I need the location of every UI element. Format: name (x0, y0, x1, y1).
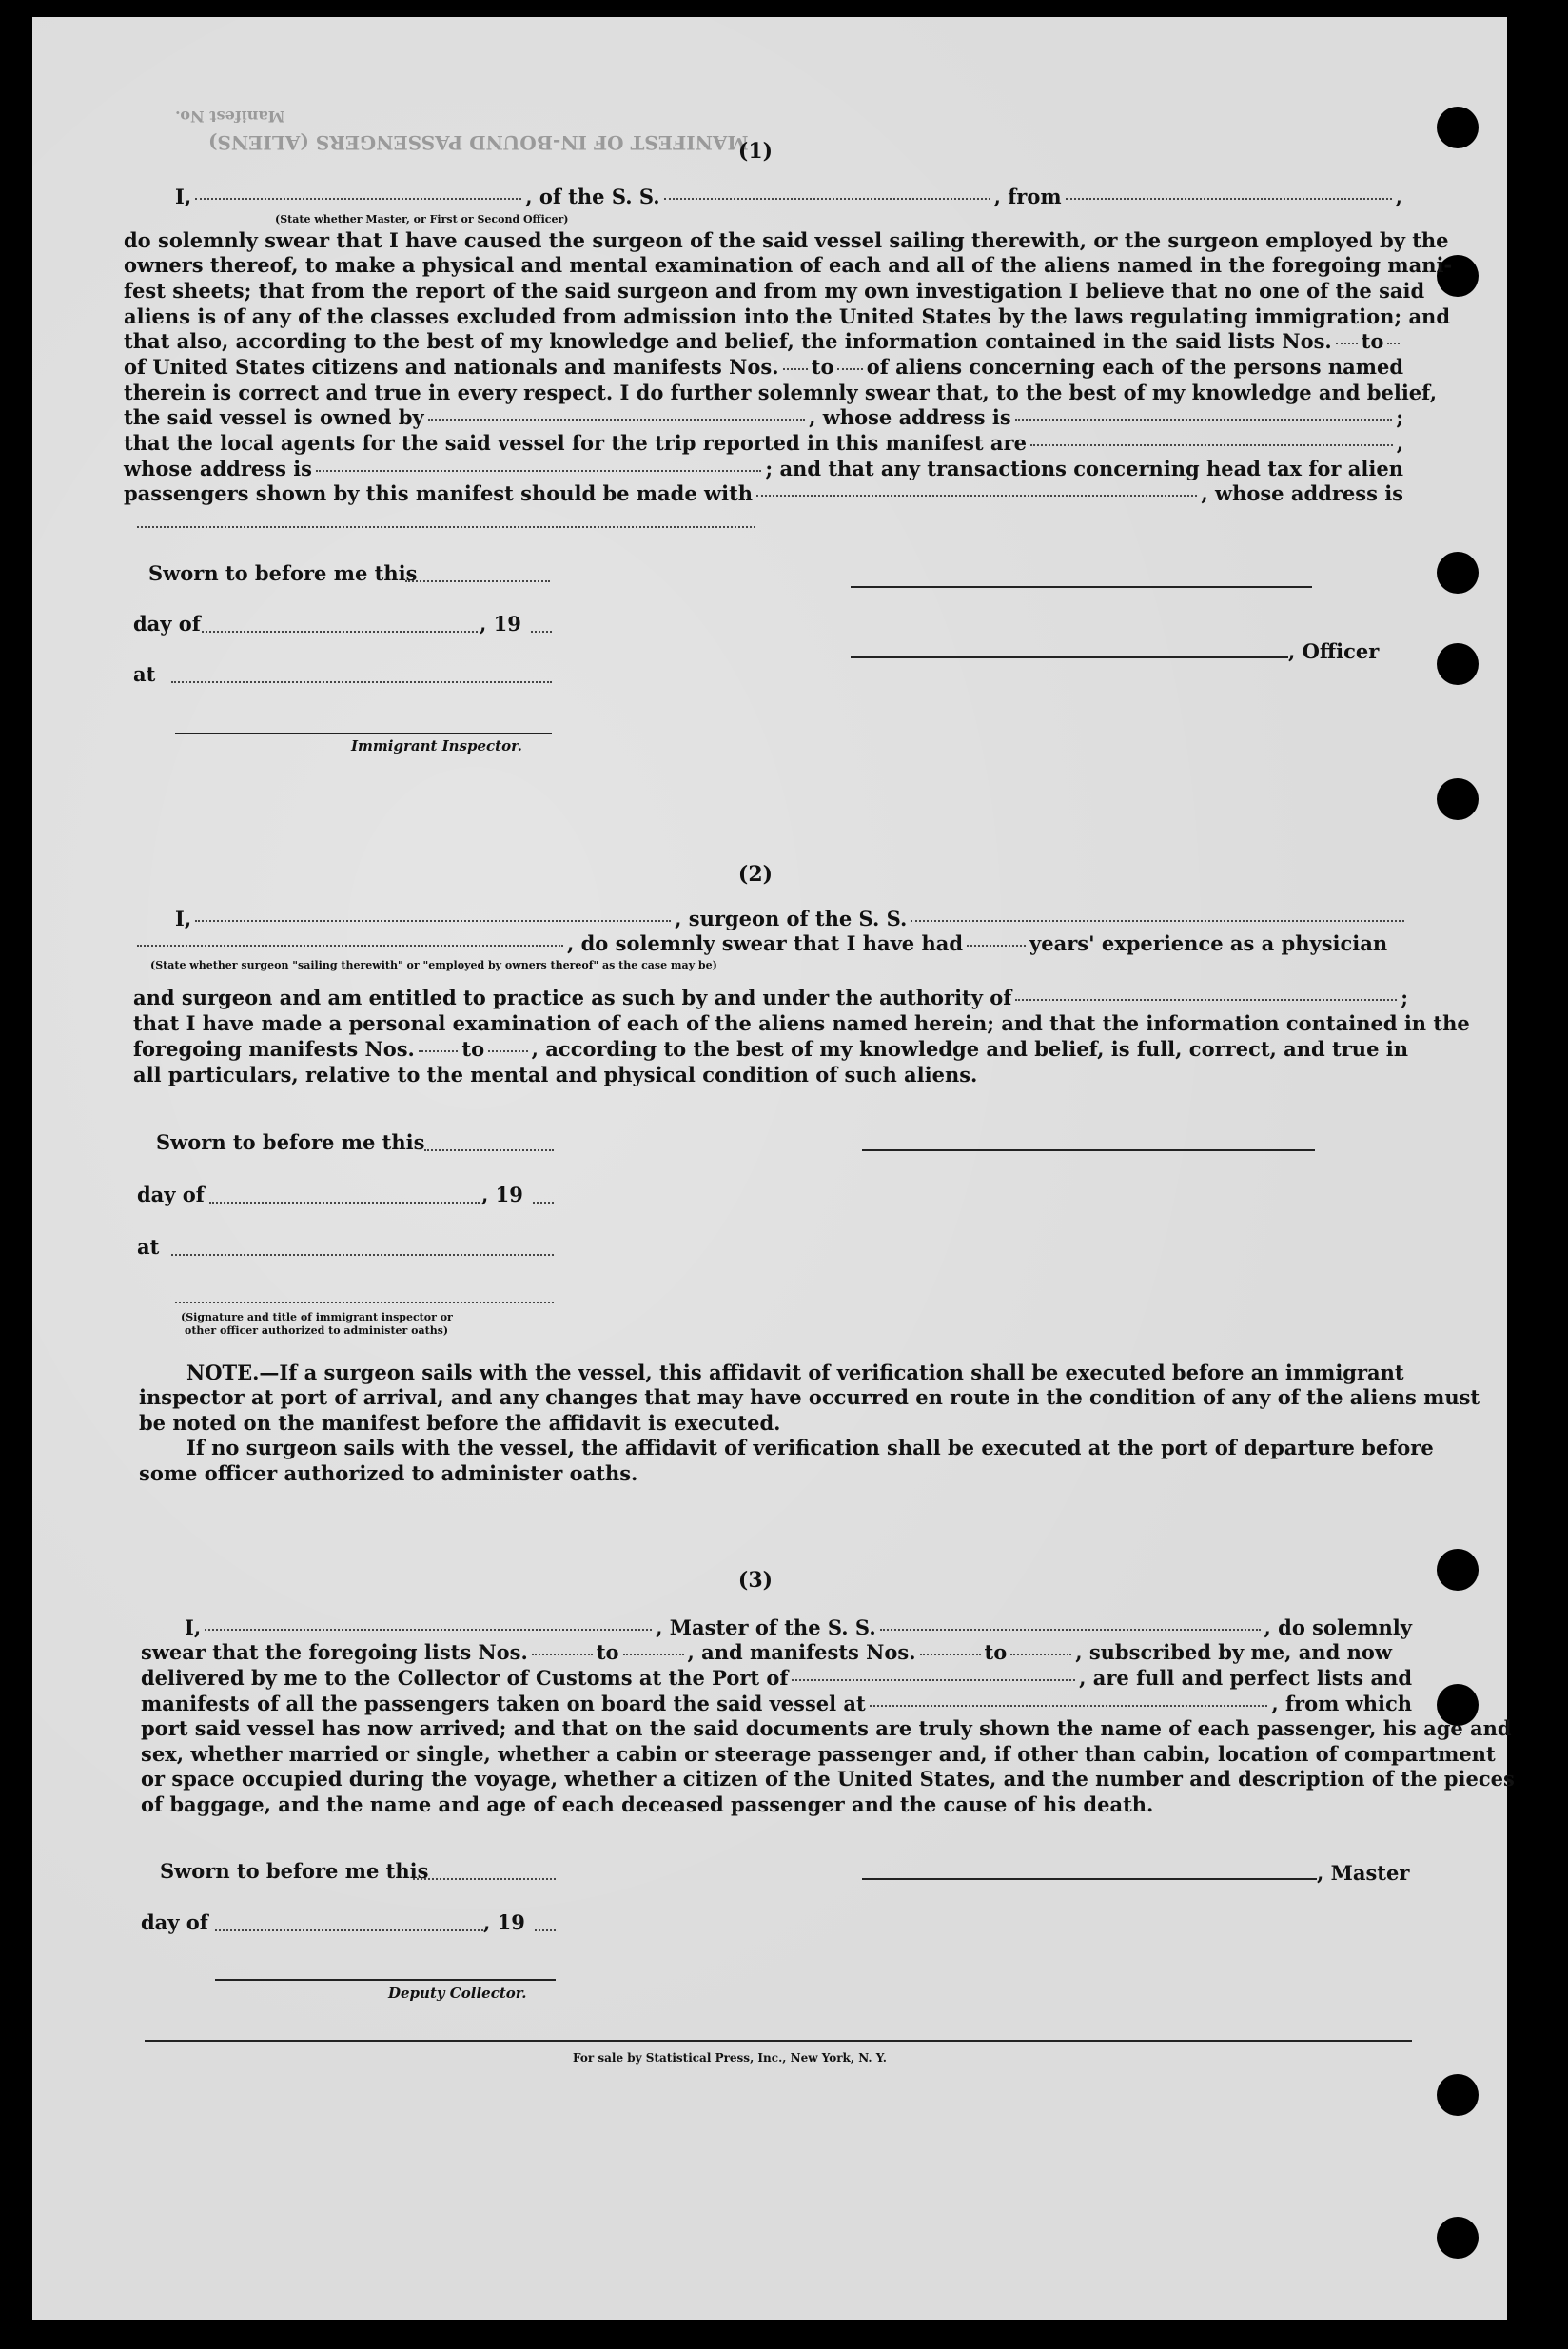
s3-lists-to-field[interactable] (623, 1654, 684, 1655)
s3-subscribed-label: , subscribed by me, and now (1075, 1640, 1392, 1664)
s1-officer-label: , Officer (1288, 639, 1380, 663)
s1-transactions-address-field[interactable] (137, 526, 755, 528)
s3-sworn-label: Sworn to before me this (160, 1859, 429, 1883)
s2-swear-label: , do solemnly swear that I have had (567, 931, 964, 955)
s3-sworn-field[interactable] (413, 1878, 556, 1880)
s2-signature-note-2: other officer authorized to administer oaths) (185, 1324, 449, 1337)
s2-inspector-signature-field[interactable] (175, 1302, 554, 1303)
s3-line-5: port said vessel has now arrived; and that on the said documents are truly shown the name of each passenger, his age and (141, 1716, 1512, 1740)
punch-hole (1437, 2217, 1479, 2259)
s2-manifests-label: foregoing manifests Nos. (133, 1037, 415, 1061)
s1-head-tax-label: ; and that any transactions concerning head tax for alien (765, 457, 1403, 480)
s1-body-line-10 (124, 457, 1403, 480)
s1-agents-field[interactable] (1030, 444, 1393, 446)
s1-lists-to-field[interactable] (1387, 343, 1400, 344)
s2-line-6: all particulars, relative to the mental and physical condition of such aliens. (133, 1063, 978, 1086)
s3-line-8: of baggage, and the name and age of each deceased passenger and the cause of his death. (141, 1792, 1154, 1816)
s1-body-line-9 (124, 431, 1403, 455)
s3-day-of-label: day of (141, 1910, 208, 1934)
s1-body-line-5 (124, 329, 1403, 353)
s1-body-line-4: aliens is of any of the classes excluded from admission into the United States by the laws regulating immigration; and (124, 304, 1451, 328)
s2-surgeon-name-field[interactable] (195, 920, 671, 922)
s1-lists-to-label: to (1361, 329, 1384, 353)
s1-signature-line-1[interactable] (851, 586, 1312, 588)
s1-transactions-address-label: , whose address is (1201, 481, 1403, 505)
s1-owner-address-field[interactable] (1015, 419, 1393, 421)
punch-hole (1437, 2074, 1479, 2116)
s2-signature-note-1: (Signature and title of immigrant inspector or (181, 1311, 453, 1323)
s2-authority-field[interactable] (1015, 999, 1397, 1001)
s2-authority-label: and surgeon and am entitled to practice as such by and under the authority of (133, 986, 1012, 1009)
s1-inspector-signature-line[interactable] (175, 733, 552, 734)
s2-day-of-label: day of (137, 1183, 205, 1206)
s1-at-field[interactable] (171, 681, 552, 683)
s1-agents-address-field[interactable] (316, 470, 761, 472)
s1-officer-note: (State whether Master, or First or Second Officer) (275, 213, 569, 225)
s3-lists-to-label: to (596, 1640, 619, 1664)
s1-manifests-to-field[interactable] (837, 368, 862, 370)
s2-year-field[interactable] (533, 1202, 554, 1204)
s2-at-label: at (137, 1235, 160, 1259)
s1-transactions-field[interactable] (756, 495, 1197, 497)
s2-surgeon-note: (State whether surgeon "sailing therewith" or "employed by owners thereof" as the case may be) (150, 959, 717, 971)
s2-year-label: , 19 (481, 1183, 523, 1206)
s2-sworn-field[interactable] (424, 1149, 554, 1151)
s2-note-p1-line-1: NOTE.—If a surgeon sails with the vessel, this affidavit of verification shall be executed before an immigrant (186, 1360, 1404, 1384)
s3-year-label: , 19 (483, 1910, 525, 1934)
section-1-number: (1) (737, 139, 774, 164)
s3-solemnly-label: , do solemnly (1264, 1615, 1412, 1639)
s3-line-2 (141, 1640, 1412, 1664)
s1-lists-label: that also, according to the best of my knowledge and belief, the information contained in the said lists Nos. (124, 329, 1332, 353)
s1-vessel-field[interactable] (664, 198, 990, 200)
s2-manifests-to-field[interactable] (488, 1050, 528, 1052)
s3-vessel-field[interactable] (880, 1629, 1261, 1631)
s3-lists-label: swear that the foregoing lists Nos. (141, 1640, 528, 1664)
s3-port-field[interactable] (792, 1679, 1075, 1681)
s1-owned-by-label: the said vessel is owned by (124, 405, 424, 429)
s1-year-field[interactable] (531, 631, 552, 633)
s1-body-line-11 (124, 481, 1403, 505)
s2-sworn-label: Sworn to before me this (156, 1130, 425, 1154)
manifest-affidavit-page (32, 17, 1515, 2320)
punch-hole (1437, 778, 1479, 820)
s3-taken-on-label: manifests of all the passengers taken on board the said vessel at (141, 1692, 866, 1715)
s2-semicolon: ; (1401, 986, 1408, 1009)
bleed-through-title: MANIFEST OF IN-BOUND PASSENGERS (ALIENS) (208, 131, 749, 154)
s1-label-of-ss: , of the S. S. (525, 185, 660, 208)
s1-body-line-3: fest sheets; that from the report of the said surgeon and from my own investigation I believe that no one of the said (124, 279, 1425, 303)
s3-year-field[interactable] (535, 1929, 556, 1931)
s1-owner-address-label: , whose address is (809, 405, 1011, 429)
s3-from-which-label: , from which (1271, 1692, 1412, 1715)
s1-sworn-label: Sworn to before me this (148, 561, 418, 585)
punch-hole (1437, 552, 1479, 594)
footer-rule (145, 2040, 1412, 2042)
s1-year-label: , 19 (480, 612, 521, 636)
s1-agents-address-label: whose address is (124, 457, 313, 480)
section-3-number: (3) (737, 1568, 774, 1593)
s3-manifests-label: , and manifests Nos. (687, 1640, 916, 1664)
s1-label-i: I, (175, 185, 192, 208)
s2-line-1 (175, 907, 1408, 930)
s2-note-p2-line-1: If no surgeon sails with the vessel, the affidavit of verification shall be executed at the port of departure before (186, 1436, 1434, 1459)
s3-line-7: or space occupied during the voyage, whether a citizen of the United States, and the number and description of the pieces (141, 1767, 1515, 1791)
s3-master-name-field[interactable] (205, 1629, 652, 1631)
s3-perfect-lists-label: , are full and perfect lists and (1079, 1666, 1412, 1690)
punch-hole (1437, 643, 1479, 685)
s1-manifests-from-field[interactable] (783, 368, 808, 370)
s2-manifests-to-label: to (461, 1037, 485, 1061)
section-2-number: (2) (737, 862, 774, 887)
s1-comma-2: , (1396, 431, 1403, 455)
s1-body-line-8 (124, 405, 1403, 429)
s1-line-1 (175, 185, 1402, 208)
bleed-through-manifest-no: Manifest No. (175, 108, 285, 126)
s1-comma: , (1395, 185, 1402, 208)
s3-deputy-label: Deputy Collector. (388, 1985, 527, 2002)
s1-semicolon: ; (1396, 405, 1403, 429)
s1-body-line-6 (124, 355, 1403, 379)
s1-body-line-7: therein is correct and true in every respect. I do further solemnly swear that, to the best of my knowledge and belief, (124, 381, 1438, 404)
s2-note-p1-line-3: be noted on the manifest before the affidavit is executed. (139, 1411, 781, 1435)
s1-at-label: at (133, 662, 156, 686)
punch-hole (1437, 1549, 1479, 1591)
s2-experience-label: years' experience as a physician (1029, 931, 1388, 955)
s3-line-1 (185, 1615, 1412, 1639)
s3-port-label: delivered by me to the Collector of Customs at the Port of (141, 1666, 789, 1690)
s1-agents-label: that the local agents for the said vessel for the trip reported in this manifest are (124, 431, 1027, 455)
s2-vessel-field[interactable] (911, 920, 1404, 922)
s1-body-line-2: owners thereof, to make a physical and mental examination of each and all of the aliens named in the foregoing mani- (124, 253, 1453, 277)
s2-day-field[interactable] (209, 1202, 480, 1204)
s1-owner-field[interactable] (428, 419, 806, 421)
s3-manifests-to-field[interactable] (1010, 1654, 1071, 1655)
s2-surgeon-type-field[interactable] (137, 945, 563, 947)
s3-lists-from-field[interactable] (532, 1654, 593, 1655)
s1-aliens-label: of aliens concerning each of the persons named (866, 355, 1403, 379)
s3-line-6: sex, whether married or single, whether a cabin or steerage passenger and, if other than cabin, location of compartment (141, 1742, 1496, 1766)
s3-label-i: I, (185, 1615, 202, 1639)
s3-master-of-label: , Master of the S. S. (656, 1615, 876, 1639)
s3-day-field[interactable] (215, 1929, 483, 1931)
s1-inspector-label: Immigrant Inspector. (351, 737, 522, 754)
s2-note-p2-line-2: some officer authorized to administer oaths. (139, 1461, 638, 1485)
s2-label-i: I, (175, 907, 192, 930)
s2-according-label: , according to the best of my knowledge and belief, is full, correct, and true in (531, 1037, 1408, 1061)
s3-master-label: , Master (1317, 1861, 1410, 1885)
s2-note-p1-line-2: inspector at port of arrival, and any changes that may have occurred en route in the condition of any of the aliens must (139, 1385, 1480, 1409)
s1-day-of-label: day of (133, 612, 201, 636)
punch-hole (1437, 107, 1479, 148)
s1-from-field[interactable] (1066, 198, 1392, 200)
s1-lists-from-field[interactable] (1336, 343, 1358, 344)
s1-officer-name-field[interactable] (195, 198, 521, 200)
s2-line-4: that I have made a personal examination of each of the aliens named herein; and that the information contained in the (133, 1011, 1470, 1035)
s1-transactions-label: passengers shown by this manifest should be made with (124, 481, 754, 505)
s1-officer-signature-line[interactable] (851, 656, 1288, 658)
s1-manifests-label: of United States citizens and nationals and manifests Nos. (124, 355, 779, 379)
footer-imprint: For sale by Statistical Press, Inc., New York, N. Y. (573, 2051, 887, 2065)
s1-label-from: , from (993, 185, 1062, 208)
s1-manifests-to-label: to (811, 355, 834, 379)
s2-line-2 (133, 931, 1408, 955)
s2-line-3 (133, 986, 1408, 1009)
s3-taken-on-field[interactable] (870, 1705, 1268, 1707)
s2-at-field[interactable] (171, 1254, 554, 1256)
s3-manifests-to-label: to (984, 1640, 1008, 1664)
s2-surgeon-of-label: , surgeon of the S. S. (675, 907, 908, 930)
s2-manifests-from-field[interactable] (419, 1050, 459, 1052)
s3-deputy-signature-line[interactable] (215, 1979, 556, 1981)
s1-body-line-1: do solemnly swear that I have caused the surgeon of the said vessel sailing therewith, or the surgeon employed by the (124, 228, 1449, 252)
s1-day-field[interactable] (202, 631, 478, 633)
s3-manifests-from-field[interactable] (920, 1654, 981, 1655)
s3-master-signature-line[interactable] (862, 1878, 1317, 1880)
s2-surgeon-signature-line[interactable] (862, 1149, 1315, 1151)
s3-line-3 (141, 1666, 1412, 1690)
s1-sworn-field[interactable] (405, 580, 550, 582)
s3-line-4 (141, 1692, 1412, 1715)
s2-line-5 (133, 1037, 1408, 1061)
s2-years-field[interactable] (967, 945, 1026, 947)
